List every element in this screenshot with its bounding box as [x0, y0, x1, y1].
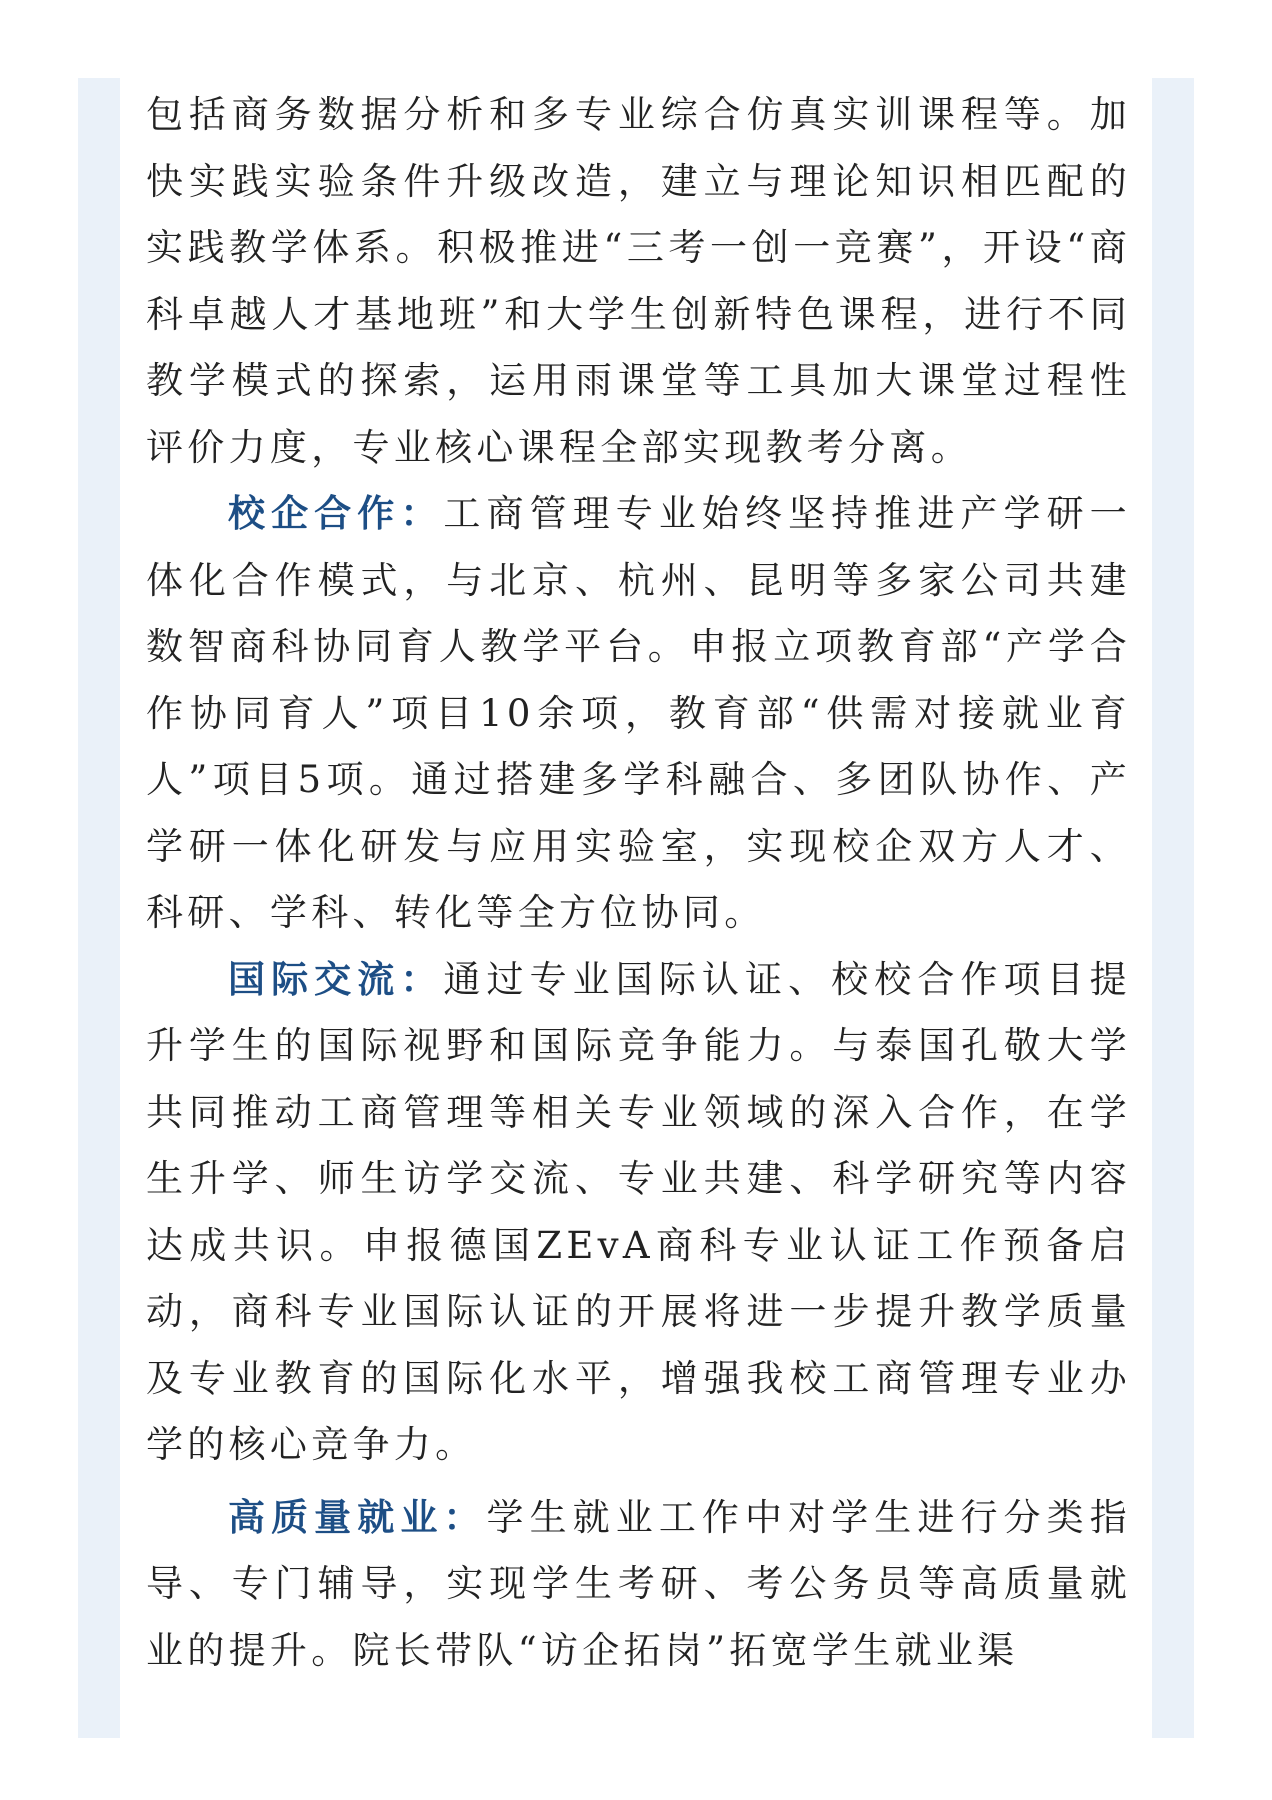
- paragraph-text: 学生就业工作中对学生进行分类指导、专门辅导，实现学生考研、考公务员等高质量就业的提升。院长带队“访企拓岗”拓宽学生就业渠: [146, 1495, 1131, 1672]
- paragraph-international-exchange: [146, 947, 1131, 1479]
- paragraph-continuation: [146, 82, 1131, 481]
- left-margin-band: [78, 78, 120, 1738]
- section-heading: 校企合作：: [228, 492, 444, 535]
- right-margin-band: [1152, 78, 1194, 1738]
- paragraph-text: 包括商务数据分析和多专业综合仿真实训课程等。加快实践实验条件升级改造，建立与理论知识相匹配的实践教学体系。积极推进“三考一创一竞赛”，开设“商科卓越人才基地班”和大学生创新特色课程，进行不同教学模式的探索，运用雨课堂等工具加大课堂过程性评价力度，专业核心课程全部实现教考分离。: [146, 93, 1131, 469]
- section-heading: 国际交流：: [228, 957, 444, 1001]
- article-body: [146, 82, 1131, 1684]
- paragraph-text: 通过专业国际认证、校校合作项目提升学生的国际视野和国际竞争能力。与泰国孔敬大学共同推动工商管理等相关专业领域的深入合作，在学生升学、师生访学交流、专业共建、科学研究等内容达成共识。申报德国ZEvA商科专业认证工作预备启动，商科专业国际认证的开展将进一步提升教学质量及专业教育的国际化水平，增强我校工商管理专业办学的核心竞争力。: [146, 957, 1131, 1466]
- paragraph-school-enterprise-cooperation: [146, 481, 1131, 947]
- paragraph-text: 工商管理专业始终坚持推进产学研一体化合作模式，与北京、杭州、昆明等多家公司共建数智商科协同育人教学平台。申报立项教育部“产学合作协同育人”项目10余项，教育部“供需对接就业育人”项目5项。通过搭建多学科融合、多团队协作、产学研一体化研发与应用实验室，实现校企双方人才、科研、学科、转化等全方位协同。: [146, 492, 1131, 934]
- paragraph-high-quality-employment: [146, 1485, 1131, 1685]
- section-heading: 高质量就业：: [228, 1495, 487, 1539]
